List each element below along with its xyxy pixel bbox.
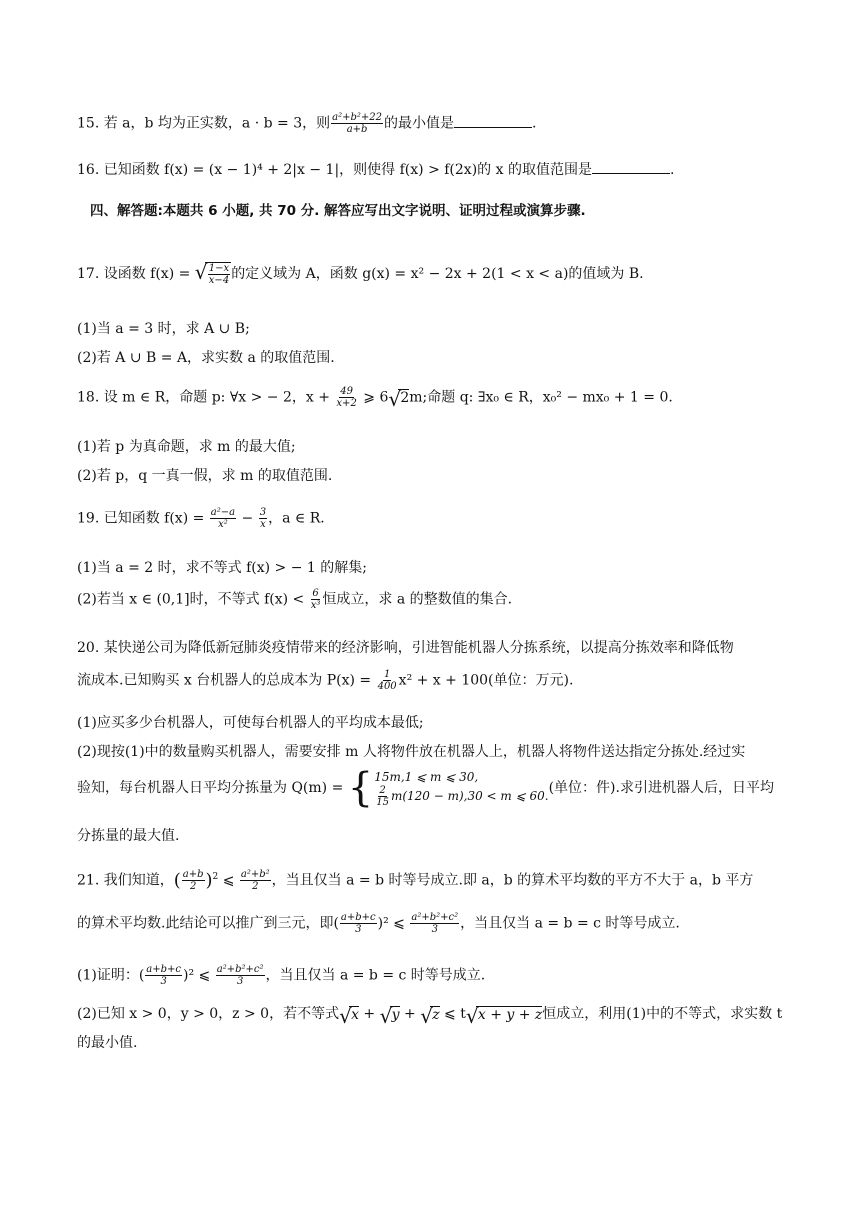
q21-p2-prefix: (2)已知 x > 0，y > 0，z > 0，若不等式 [77,1006,340,1022]
q21-p1-prefix: (1)证明：( [77,967,145,984]
q20-frac-num: 1 [383,669,391,680]
q19-prefix: 19. 已知函数 f(x) = [77,510,209,527]
section-4-heading: 四、解答题:本题共 6 小题, 共 70 分. 解答应写出文字说明、证明过程或演算步骤. [90,203,586,219]
q16-end: . [669,162,675,178]
q16-answer-blank [592,161,670,174]
q20-case2-frac-num: 2 [379,784,386,796]
q21-l1-frac2-num: a²+b² [240,869,270,880]
q21-sqrt-sum: √ x + y + z [465,1003,543,1028]
q15-answer-blank [454,115,532,128]
q19-p2-frac-num: 6 [312,588,319,599]
q18-sqrt: √ 2 [388,387,410,411]
q20-p2-line2-suffix: (单位：件).求引进机器人后，日平均 [548,780,774,796]
q20-fraction [377,669,398,692]
q20-case-1: 15m,1 ⩽ m ⩽ 30, [374,769,479,784]
q15-suffix: 的最小值是 [384,115,454,132]
q17-frac-den: x−4 [208,275,230,286]
q21-line2-fraction [340,912,377,935]
q17-part-2: (2)若 A ∪ B = A，求实数 a 的取值范围. [77,350,335,366]
q20-part-2-line-2 [77,765,774,811]
q21-part-2 [77,1003,783,1028]
q21-line2-prefix: 的算术平均数.此结论可以推广到三元，即( [77,915,339,932]
q19-frac1-den: x² [218,519,228,530]
q19-part-1: (1)当 a = 2 时，求不等式 f(x) > − 1 的解集; [77,560,367,576]
question-19 [77,507,325,530]
q21-l1-frac2-den: 2 [252,881,259,892]
q18-sqrt-body: 2 [400,390,410,406]
q19-part-2 [77,588,512,611]
q15-frac-den: a+b [346,124,368,135]
q15-prefix: 15. 若 a，b 均为正实数，a · b = 3，则 [77,115,331,132]
q18-suffix: m;命题 q: ∃x₀ ∈ R，x₀² − mx₀ + 1 = 0. [409,389,673,406]
q21-l2-frac2-num: a²+b²+c² [411,912,459,923]
question-20-line-1: 20. 某快递公司为降低新冠肺炎疫情带来的经济影响，引进智能机器人分拣系统，以提高分拣效率和降低物 [77,640,734,656]
q21-sqrt-z-body: z [432,1006,440,1023]
q21-p1-frac2-den: 3 [236,976,244,987]
q21-p1-frac-den: 3 [160,976,167,987]
q19-suffix: ，a ∈ R. [268,510,325,527]
question-17 [77,262,644,286]
q21-p1-frac-num: a+b+c [146,964,182,975]
question-15 [77,112,536,135]
q17-suffix: 的定义域为 A，函数 g(x) = x² − 2x + 2(1 < x < a)的值域为 B. [231,266,644,282]
q19-fraction-2 [259,507,267,530]
q21-l2-frac-den: 3 [355,924,362,935]
q21-part-2-line-2: 的最小值. [77,1035,138,1051]
q21-p1-fraction [145,964,182,987]
q21-p1-mid: )² ⩽ [183,967,215,984]
q21-l1-frac-num: a+b [182,869,204,880]
q21-part-1 [77,964,485,987]
question-20-line-2 [77,669,573,692]
q21-line1-prefix: 21. 我们知道， [77,872,174,889]
q17-prefix: 17. 设函数 f(x) = [77,266,195,282]
q21-l2-frac-num: a+b+c [340,912,376,923]
q21-l1-frac-den: 2 [189,881,197,892]
q20-case2-text: m(120 − m),30 < m ⩽ 60. [390,788,549,803]
q16-text: 16. 已知函数 f(x) = (x − 1)⁴ + 2|x − 1|，则使得 f(x) > f(2x)的 x 的取值范围是 [77,162,592,178]
q21-l1-leq: ⩽ [218,872,239,889]
q19-p2-fraction [310,588,322,611]
q21-p2-suffix: 恒成立，利用(1)中的不等式，求实数 t [542,1006,783,1022]
q15-fraction [331,112,383,135]
q20-p2-line2-prefix: 验知，每台机器人日平均分拣量为 Q(m) = [77,780,348,796]
q21-plus-1: + [358,1006,380,1022]
q18-part-1: (1)若 p 为真命题，求 m 的最大值; [77,439,296,455]
q19-minus: − [237,510,258,527]
question-18 [77,386,673,409]
q15-frac-num: a²+b²+22 [332,112,382,123]
q21-plus-2: + [399,1006,421,1022]
question-21-line-2 [77,912,680,935]
q18-part-2: (2)若 p，q 一真一假，求 m 的取值范围. [77,468,333,484]
q20-piecewise: { 15m,1 ⩽ m ⩽ 30, $\frac{2}{15}$ m(120 − m),30 < m ⩽ 60. [347,765,549,811]
q21-sqrt-z: √ z [420,1003,440,1028]
question-21-line-1: 21. 我们知道，( $\frac{a+b}{2}$ )$^2$ ⩽ $\frac{\text{a²+b²}}{2}$ ，当且仅当 a = b 时等号成立.即 a，b 的算术平均数的平方不大于 a，b 平方 [77,869,754,892]
q21-p1-frac2-num: a²+b²+c² [216,964,264,975]
q20-case-2 [374,785,548,808]
q20-part-1: (1)应买多少台机器人，可使每台机器人的平均成本最低; [77,715,424,731]
q17-frac-num: 1−x [208,263,230,274]
q21-line1-fraction [182,869,205,892]
q17-part-1: (1)当 a = 3 时，求 A ∪ B; [77,321,250,337]
q15-end: . [532,115,537,132]
q20-part-2-line-3: 分拣量的最大值. [77,828,180,844]
question-16 [77,159,674,179]
q21-sqrt-y-body: y [391,1006,400,1023]
q19-frac1-num: a²−a [210,507,236,518]
q19-p2-suffix: 恒成立，求 a 的整数值的集合. [322,591,513,608]
q17-sqrt: √ $\frac{1-x}{x-4}$ [194,260,230,286]
q20-line2-suffix: x² + x + 100(单位：万元). [398,672,574,689]
q19-p2-prefix: (2)若当 x ∈ (0,1]时，不等式 f(x) < [77,591,309,608]
q18-frac-num: 49 [340,386,353,397]
q21-line1-suffix: ，当且仅当 a = b 时等号成立.即 a，b 的算术平均数的平方不大于 a，b 平方 [271,872,754,889]
q21-line1-fraction-2 [240,869,271,892]
q21-p1-suffix: ，当且仅当 a = b = c 时等号成立. [265,967,486,984]
q21-sqrt-y: √ y [379,1003,400,1028]
q21-l2-mid: )² ⩽ [377,915,410,932]
q20-line2-prefix: 流成本.已知购买 x 台机器人的总成本为 P(x) = [77,672,376,689]
q19-fraction-1 [210,507,236,530]
q21-sqrt-x-body: x [351,1006,359,1023]
q20-frac-den: 400 [377,681,397,692]
q18-frac-den: x+2 [336,398,357,409]
q19-frac2-den: x [260,519,266,530]
q18-prefix: 18. 设 m ∈ R，命题 p: ∀x > − 2，x + [77,389,335,406]
q18-mid: ⩾ 6 [358,389,389,406]
q21-sqrt-sum-body: x + y + z [477,1006,543,1023]
q21-line2-suffix: ，当且仅当 a = b = c 时等号成立. [460,915,680,932]
q21-l2-frac2-den: 3 [431,924,438,935]
q19-frac2-num: 3 [259,507,267,518]
q21-sqrt-x: √ x [339,1003,359,1028]
q21-line2-fraction-2 [410,912,459,935]
q21-leq-t: ⩽ t [439,1006,466,1022]
q20-part-2-line-1: (2)现按(1)中的数量购买机器人，需要安排 m 人将物件放在机器人上，机器人将物件送达指定分拣处.经过实 [77,744,746,760]
q21-p1-fraction-2 [216,964,265,987]
q18-fraction [335,386,357,409]
q20-case2-frac-den: 15 [376,796,389,808]
q19-p2-frac-den: x³ [310,600,321,611]
